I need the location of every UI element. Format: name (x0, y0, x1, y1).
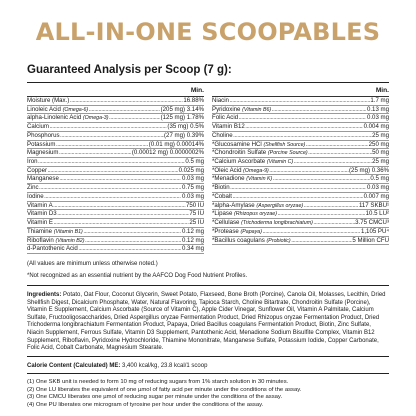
analysis-rows-left (27, 97, 204, 254)
nutrient-value: 3.75 CMCU³ (355, 219, 389, 227)
nutrient-name (27, 106, 88, 115)
nutrient-row (27, 193, 204, 202)
nutrient-label: Moisture (Max.) (27, 97, 70, 104)
nutrient-name (27, 193, 44, 201)
nutrient-value: 75 IU (189, 210, 204, 218)
nutrient-value: 16.88% (183, 97, 204, 104)
nutrient-label: Choline (212, 131, 233, 139)
dot-leader (48, 167, 179, 175)
nutrient-label: Riboflavin (27, 236, 56, 244)
nutrient-label: *Bacillus coagulans (212, 236, 267, 244)
nutrient-name (27, 123, 49, 131)
nutrient-name (27, 184, 39, 192)
nutrient-row (212, 184, 389, 193)
nutrient-row (27, 219, 204, 228)
dot-leader (56, 141, 148, 149)
nutrient-row (212, 167, 389, 176)
dot-leader (278, 210, 366, 218)
calorie-text: 3,400 kcal/kg, 23.8 kcal/1 scoop (122, 362, 208, 369)
nutrient-row (27, 149, 204, 158)
nutrient-name (212, 167, 269, 176)
nutrient-name (27, 202, 53, 210)
nutrient-label: Iodine (27, 192, 44, 200)
dot-leader (83, 228, 181, 236)
nutrient-row (27, 97, 204, 106)
nutrient-value: 750 IU (186, 201, 204, 209)
nutrient-name (212, 106, 271, 115)
nutrient-name (27, 149, 59, 157)
nutrient-name (212, 175, 272, 184)
nutrient-row (212, 219, 389, 228)
dot-leader (233, 193, 364, 201)
nutrient-name (27, 175, 59, 183)
nutrient-row (27, 210, 204, 219)
nutrient-label: *Chondroitin Sulfate (212, 149, 268, 157)
nutrient-source-note: (Omega-3) (82, 115, 109, 122)
dot-leader (53, 219, 188, 227)
nutrient-name (212, 202, 303, 211)
dot-leader (109, 114, 160, 122)
nutrient-label: Magnesium (27, 149, 59, 157)
nutrient-label: Calcium (27, 123, 50, 131)
nutrient-value: 0.025 mg (178, 166, 204, 174)
nutrient-label: *Lipase (212, 210, 235, 218)
nutrient-label: *alpha-Amylase (212, 201, 257, 209)
nutrient-label: Linoleic Acid (27, 105, 63, 113)
dot-leader (294, 158, 372, 166)
nutrient-source-note: (Papaya) (240, 228, 262, 235)
nutrient-label: Phosphorus (27, 131, 60, 139)
nutrient-label: alpha-Linolenic Acid (27, 114, 83, 122)
nutrient-row (27, 184, 204, 193)
nutrient-label: Potassium (27, 140, 56, 148)
footnote: (3) One CMCU liberates one µmol of reducing sugar per minute under the conditions of the assay. (27, 394, 283, 401)
dot-leader (262, 228, 360, 236)
nutrient-value: 1,105 PU⁴ (360, 227, 389, 235)
nutrition-panel (27, 63, 389, 410)
nutrient-label: Zinc (27, 184, 39, 192)
nutrient-label: *Biotin (212, 184, 230, 192)
nutrient-value: 0.03 mg (366, 114, 389, 122)
nutrient-value: 0.5 mg (185, 158, 204, 166)
nutrient-row (27, 237, 204, 246)
footnote: (2) One LU liberates the equivalent of one µmol of fatty acid per minute under the conditions of the assay. (27, 386, 302, 393)
nutrient-source-note: (Vitamin B2) (55, 237, 85, 244)
nutrient-name (212, 114, 238, 122)
nutrient-row (27, 123, 204, 132)
nutrient-source-note: (Rhizopus oryzae) (234, 211, 278, 218)
nutrient-row (212, 149, 389, 158)
dot-leader (85, 237, 181, 245)
nutrient-value: 0.004 mg (363, 123, 389, 131)
nutrient-value: 25 mg (372, 158, 389, 166)
nutrient-label: *Protease (212, 227, 241, 235)
dot-leader (78, 245, 181, 253)
nutrient-name (27, 210, 57, 218)
footnotes (27, 379, 389, 409)
nutrient-name (27, 237, 85, 246)
nutrient-label: *Calcium Ascorbate (212, 158, 267, 166)
nutrient-label: *Cellulase (212, 219, 242, 227)
dot-leader (38, 158, 185, 166)
nutrient-value: 0.03 mg (366, 184, 389, 192)
nutrient-name (212, 228, 262, 237)
nutrient-label: Thiamine (27, 227, 54, 235)
nutrient-value: (25 mg) 0.36% (349, 166, 389, 174)
nutrient-value: 10.5 LU² (365, 210, 389, 218)
analysis-columns (27, 86, 389, 254)
dot-leader (304, 202, 359, 210)
nutrient-value: (27 mg) 0.39% (164, 131, 204, 139)
nutrient-row (212, 175, 389, 184)
nutrient-label: Pyridoxine (212, 105, 243, 113)
nutrient-value: 1.7 mg (370, 97, 389, 104)
dot-leader (233, 132, 371, 140)
nutrient-label: Vitamin A (27, 201, 53, 209)
nutrient-source-note: (Vitamin B6) (242, 106, 272, 113)
nutrient-row (27, 132, 204, 141)
nutrient-value: 25 IU (189, 219, 204, 227)
nutrient-value: (205 mg) 3.14% (160, 105, 204, 113)
nutrient-row (212, 97, 389, 106)
dot-leader (273, 175, 370, 183)
dot-leader (269, 167, 348, 175)
nutrient-name (212, 97, 229, 105)
dot-leader (59, 149, 131, 157)
dot-leader (59, 175, 181, 183)
nutrient-value: 250 mg (368, 140, 389, 148)
nutrient-value: 50 mg (372, 149, 389, 157)
nutrient-value: 5 Million CFU (352, 236, 389, 244)
nutrient-row (27, 202, 204, 211)
nutrient-row (27, 106, 204, 115)
dot-leader (60, 132, 164, 140)
nutrient-name (27, 245, 78, 253)
nutrient-source-note: (Vitamin K) (246, 176, 273, 183)
nutrient-row (212, 193, 389, 202)
nutrient-value: 0.13 mg (366, 105, 389, 113)
dot-leader (70, 97, 183, 105)
ingredients (27, 292, 389, 353)
nutrient-value: 25 mg (372, 131, 389, 139)
aafco-note: *Not recognized as an essential nutrient by the AAFCO Dog Food Nutrient Profiles. (27, 272, 248, 279)
nutrient-row (212, 228, 389, 237)
nutrient-row (212, 237, 389, 246)
analysis-column-right (212, 86, 389, 254)
nutrient-value: (35 mg) 0.5% (167, 123, 204, 131)
nutrient-source-note: (Omega-9) (243, 167, 269, 174)
dot-leader (44, 193, 181, 201)
nutrient-label: Vitamin E (27, 219, 53, 227)
nutrient-label: Niacin (212, 97, 229, 104)
nutrient-row (27, 158, 204, 167)
nutrient-row (212, 123, 389, 132)
nutrient-row (27, 141, 204, 150)
nutrient-source-note: (Vitamin C) (266, 159, 294, 166)
nutrient-name (27, 132, 60, 140)
dot-leader (53, 202, 185, 210)
nutrient-label: Iron (27, 158, 38, 166)
nutrient-name (212, 158, 293, 167)
nutrient-row (27, 114, 204, 123)
nutrient-label: Vitamin D3 (27, 210, 57, 218)
nutrient-name (212, 237, 291, 246)
nutrient-label: Copper (27, 166, 47, 174)
nutrient-row (27, 245, 204, 254)
nutrient-value: 0.03 mg (181, 192, 204, 200)
nutrient-name (212, 149, 308, 158)
nutrient-source-note: (Shellfish Source) (263, 141, 306, 148)
nutrient-value: 0.75 mg (181, 184, 204, 192)
min-header-right: Min. (212, 86, 389, 97)
nutrient-value: 0.03 mg (181, 175, 204, 183)
nutrient-name (212, 184, 230, 192)
dot-leader (89, 106, 160, 114)
dot-leader (239, 114, 367, 122)
nutrient-row (212, 132, 389, 141)
nutrient-name (27, 219, 53, 227)
dot-leader (272, 106, 367, 114)
dot-leader (230, 184, 366, 192)
footnote: (4) One PU liberates one microgram of tyrosine per hour under the conditions of the assay. (27, 402, 264, 409)
ingredients-text: Potato, Oat Flour, Coconut Glycerin, Sweet Potato, Flaxseed, Bone Broth (Porcine), Canola Oil, Molasses, Lecithin, Dried Shellfish Digest, Dicalcium Phosphate, Water, Natural Flavoring, Tapioca Starch, Choline Bitartrate, Chondroitin Sulfate (Porcine), Vitamin E Supplement, Calcium Ascorbate (Source of Vitamin C), Apple Cider Vinegar, Sunflower Oil, Vitamin A Palmitate, Calcium Sulfate, Fructooligosaccharides, Dried Aspergillus oryzae Fermentation Product, Dried Rhizopus oryzae Fermentation Product, Dried Trichoderma longibrachiatum Fermentation Product, Papaya, Dried Bacillus coagulans Fermentation Product, Biotin, Zinc Sulfate, Niacin Supplement, Ferrous Sulfate, Vitamin D3 Supplement, Pantothenic Acid, Menadione Sodium Bisulfite Complex, Vitamin B12 Supplement, Riboflavin, Pyridoxine Hydrochloride, Thiamine Mononitrate, Manganese Sulfate, Potassium Iodide, Copper Carbonate, Folic Acid, Cobalt Carbonate, Magnesium Stearate. (27, 291, 386, 352)
dot-leader (308, 149, 371, 157)
dot-leader (291, 237, 352, 245)
nutrient-label: *Cobalt (212, 192, 232, 200)
nutrient-label: *Glucosamine HCl (212, 140, 264, 148)
nutrient-row (212, 141, 389, 150)
nutrient-source-note: (Trichoderma longibrachiatum) (241, 220, 313, 227)
nutrient-label: Vitamin B12 (212, 123, 245, 131)
nutrient-name (212, 219, 313, 228)
dot-leader (50, 123, 167, 131)
ingredients-label: Ingredients: (27, 291, 62, 298)
nutrient-name (212, 141, 305, 150)
nutrient-source-note: (Probiotic) (266, 237, 291, 244)
nutrient-label: Folic Acid (212, 114, 239, 122)
nutrient-label: *Oleic Acid (212, 166, 244, 174)
nutrient-name (27, 167, 47, 175)
minimum-note: (All values are minimum unless otherwise noted.) (27, 260, 158, 267)
dot-leader (229, 97, 369, 105)
nutrient-source-note: (Porcine Source) (267, 150, 308, 157)
nutrient-value: 0.12 mg (181, 236, 204, 244)
footnote: (1) One SKB unit is needed to form 10 mg of reducing sugars from 1% starch solution in 30 minutes. (27, 379, 289, 386)
dot-leader (313, 219, 354, 227)
nutrient-value: (0.00012 mg) 0.0000002% (131, 149, 204, 157)
nutrient-source-note: (Aspergillus oryzae) (256, 202, 304, 209)
nutrient-row (27, 167, 204, 176)
calorie-label: Calorie Content (Calculated) ME: (27, 362, 121, 369)
nutrient-name (27, 158, 38, 166)
nutrient-name (27, 228, 83, 237)
nutrient-row (212, 210, 389, 219)
nutrient-value: 0.12 mg (181, 227, 204, 235)
nutrient-name (212, 132, 233, 140)
analysis-column-left (27, 86, 204, 254)
page-title: ALL-IN-ONE SCOOPABLES (35, 18, 381, 46)
nutrient-row (212, 106, 389, 115)
nutrient-label: d-Pantothenic Acid (27, 245, 78, 253)
nutrient-value: (125 mg) 1.78% (160, 114, 204, 122)
nutrient-row (212, 202, 389, 211)
nutrient-source-note: (Vitamin B1) (53, 228, 83, 235)
nutrient-row (27, 175, 204, 184)
nutrient-value: 0.5 mg (370, 175, 389, 183)
dot-leader (306, 141, 368, 149)
nutrient-value: 0.34 mg (181, 245, 204, 253)
nutrient-row (212, 158, 389, 167)
nutrient-name (212, 210, 277, 219)
dot-leader (245, 123, 363, 131)
nutrient-name (212, 193, 232, 201)
nutrient-value: (0.01 mg) 0.00014% (148, 140, 204, 148)
nutrient-value: 117 SKBU¹ (358, 201, 389, 209)
nutrient-row (27, 228, 204, 237)
nutrient-value: 0.007 mg (363, 192, 389, 200)
nutrient-name (27, 97, 69, 105)
calorie-content (27, 363, 389, 371)
dot-leader (57, 210, 189, 218)
nutrient-name (27, 141, 55, 149)
analysis-rows-right (212, 97, 389, 245)
nutrient-name (212, 123, 245, 131)
min-header-left: Min. (27, 86, 204, 97)
nutrient-label: Manganese (27, 175, 59, 183)
nutrient-source-note: (Omega-6) (62, 106, 89, 113)
analysis-title: Guaranteed Analysis per Scoop (7 g): (27, 63, 389, 83)
nutrient-label: *Menadione (212, 175, 247, 183)
dot-leader (39, 184, 181, 192)
nutrient-name (27, 114, 109, 123)
nutrient-row (212, 114, 389, 123)
